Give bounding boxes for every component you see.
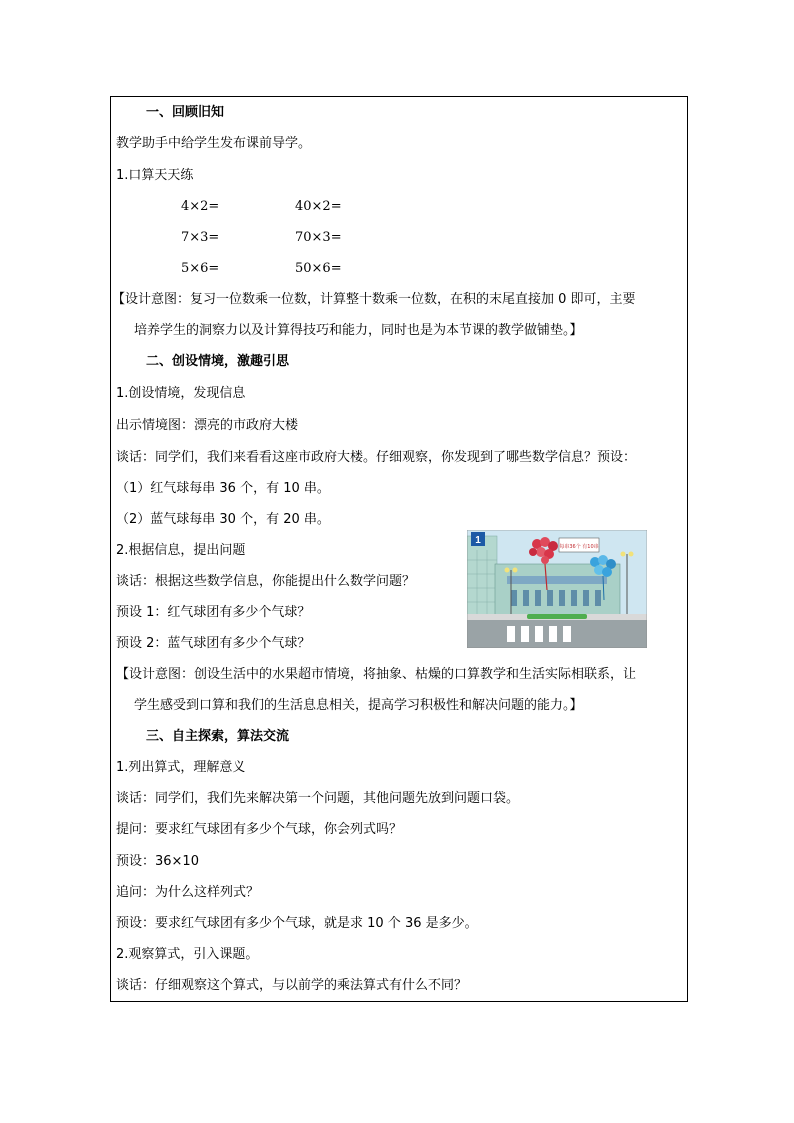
design-note: 学生感受到口算和我们的生活息息相关，提高学习积极性和解决问题的能力。】 xyxy=(134,698,583,713)
exercise-item: 7×3= xyxy=(181,230,220,245)
text-line: 2.根据信息，提出问题 xyxy=(116,543,246,558)
section-heading-2: 二、创设情境，激趣引思 xyxy=(146,354,290,369)
text-line: 1.列出算式，理解意义 xyxy=(116,760,246,775)
design-note: 【设计意图：创设生活中的水果超市情境，将抽象、枯燥的口算教学和生活实际相联系，让 xyxy=(116,667,637,682)
text-line: （1）红气球每串 36 个，有 10 串。 xyxy=(116,481,330,496)
city-hall-scene xyxy=(467,530,647,648)
text-line: 谈话：同学们，我们先来解决第一个问题，其他问题先放到问题口袋。 xyxy=(116,791,520,806)
text-line: 谈话：根据这些数学信息，你能提出什么数学问题？ xyxy=(116,574,416,589)
exercise-item: 70×3= xyxy=(295,230,342,245)
city-hall-illustration xyxy=(467,530,647,648)
text-line: 谈话：仔细观察这个算式，与以前学的乘法算式有什么不同？ xyxy=(116,978,468,993)
text-line: 追问：为什么这样列式？ xyxy=(116,885,260,900)
exercise-item: 5×6= xyxy=(181,261,220,276)
design-note: 【设计意图：复习一位数乘一位数，计算整十数乘一位数，在积的末尾直接加 0 即可，主要 xyxy=(112,292,636,307)
text-line: 提问：要求红气球团有多少个气球，你会列式吗？ xyxy=(116,822,403,837)
text-line: 2.观察算式，引入课题。 xyxy=(116,947,259,962)
text-line: 预设 2：蓝气球团有多少个气球？ xyxy=(116,636,311,651)
info-sign-text: 每串36个 有10串 xyxy=(559,544,599,550)
text-line: 预设：要求红气球团有多少个气球，就是求 10 个 36 是多少。 xyxy=(116,916,478,931)
text-line: 1.创设情境，发现信息 xyxy=(116,386,246,401)
exercise-item: 50×6= xyxy=(295,261,342,276)
exercise-item: 4×2= xyxy=(181,199,220,214)
building-roof xyxy=(507,576,607,584)
text-line: 预设：36×10 xyxy=(116,854,199,869)
text-line: （2）蓝气球每串 30 个，有 20 串。 xyxy=(116,512,330,527)
text-line: 1.口算天天练 xyxy=(116,168,194,183)
left-tower xyxy=(467,536,497,616)
number-badge-text: 1 xyxy=(475,535,481,546)
text-line: 谈话：同学们，我们来看看这座市政府大楼。仔细观察，你发现到了哪些数学信息？预设： xyxy=(116,450,637,465)
section-heading-3: 三、自主探索，算法交流 xyxy=(146,729,290,744)
text-line: 预设 1：红气球团有多少个气球？ xyxy=(116,605,311,620)
text-line: 教学助手中给学生发布课前导学。 xyxy=(116,136,312,151)
text-line: 出示情境图：漂亮的市政府大楼 xyxy=(116,418,299,433)
hedge xyxy=(527,614,587,619)
exercise-item: 40×2= xyxy=(295,199,342,214)
design-note: 培养学生的洞察力以及计算得技巧和能力，同时也是为本节课的教学做铺垫。】 xyxy=(134,323,583,338)
section-heading-1: 一、回顾旧知 xyxy=(146,105,225,120)
